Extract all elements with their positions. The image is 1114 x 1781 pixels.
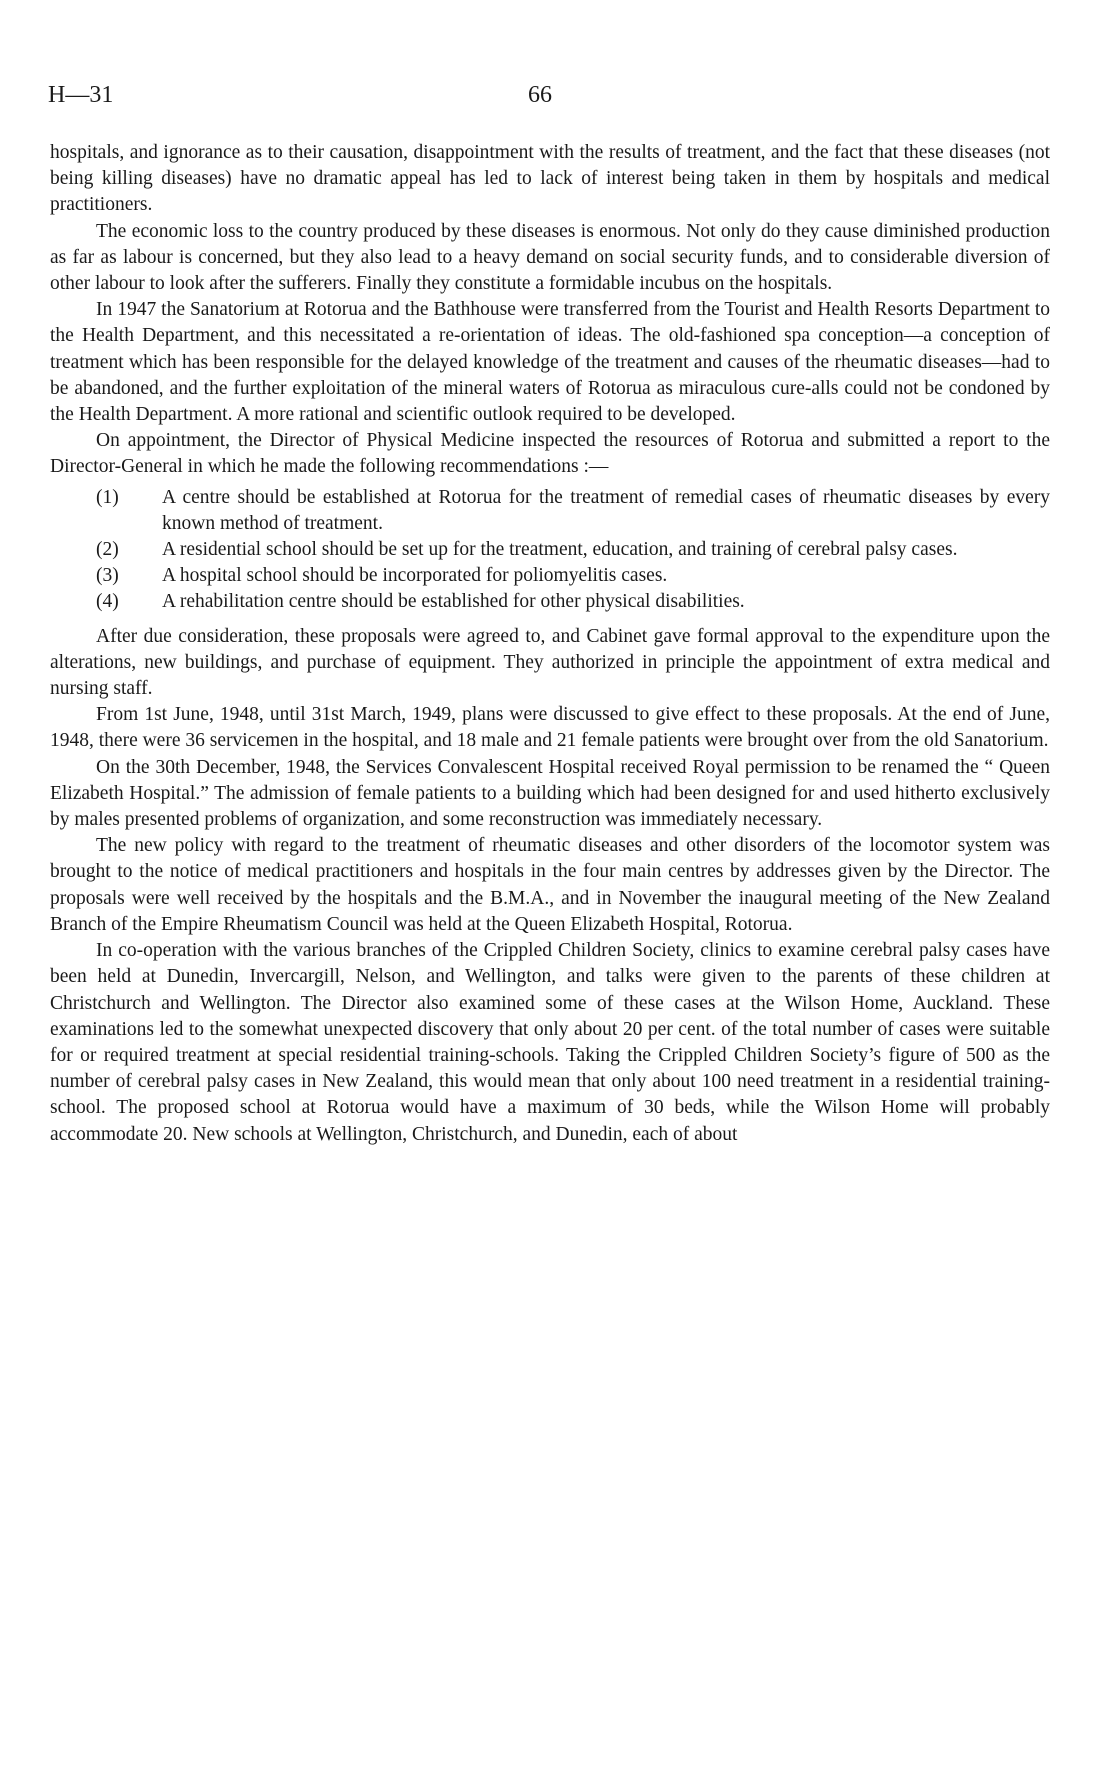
- recommendation-item: [50, 563, 1050, 589]
- paragraph: hospitals, and ignorance as to their causation, disappointment with the results of treatment, and the fact that these diseases (not being killing diseases) have no dramatic appeal has led to lack of interest being taken in them by hospitals and medical practitioners.: [50, 142, 1050, 216]
- paragraph: The economic loss to the country produced by these diseases is enormous. Not only do they cause diminished production as far as labour is concerned, but they also lead to a heavy demand on social security funds, and to considerable diversion of other labour to look after the sufferers. Finally they constitute a formidable incubus on the hospitals.: [50, 220, 1050, 295]
- recommendation-item: [50, 589, 1050, 615]
- recommendation-number: (1): [96, 486, 119, 508]
- recommendation-number: (3): [96, 565, 119, 587]
- document-body: [50, 140, 1050, 1148]
- recommendation-text: A rehabilitation centre should be established for other physical disabilities.: [162, 591, 745, 613]
- recommendation-text: A residential school should be set up for the treatment, education, and training of cerebral palsy cases.: [162, 539, 958, 561]
- paragraph: In 1947 the Sanatorium at Rotorua and the Bathhouse were transferred from the Tourist and Health Resorts Department to the Health Department, and this necessitated a re-orientation of ideas. The old-fashioned spa conception—a conception of treatment which has been responsible for the delayed knowledge of the treatment and causes of the rheumatic diseases—had to be abandoned, and the further exploitation of the mineral waters of Rotorua as miraculous cure-alls could not be condoned by the Health Department. A more rational and scientific outlook required to be developed.: [50, 299, 1050, 426]
- paragraph: After due consideration, these proposals were agreed to, and Cabinet gave formal approval to the expenditure upon the alterations, new buildings, and purchase of equipment. They authorized in principle the appointment of extra medical and nursing staff.: [50, 625, 1050, 700]
- paragraph: On the 30th December, 1948, the Services Convalescent Hospital received Royal permission to be renamed the “ Queen Elizabeth Hospital.” The admission of female patients to a building which had been designed for and used hitherto exclusively by males presented problems of organization, and some reconstruction was immediately necessary.: [50, 756, 1050, 831]
- recommendations-list: [50, 485, 1050, 616]
- page-header: [48, 82, 1048, 112]
- paragraph: From 1st June, 1948, until 31st March, 1949, plans were discussed to give effect to these proposals. At the end of June, 1948, there were 36 servicemen in the hospital, and 18 male and 21 female patients were brought over from the old Sanatorium.: [50, 704, 1050, 752]
- recommendation-text: A centre should be established at Rotorua for the treatment of remedial cases of rheumatic diseases by every known method of treatment.: [162, 486, 1050, 534]
- paragraph: On appointment, the Director of Physical Medicine inspected the resources of Rotorua and submitted a report to the Director-General in which he made the following recommendations :—: [50, 430, 1050, 478]
- recommendation-number: (2): [96, 539, 119, 561]
- recommendation-text: A hospital school should be incorporated for poliomyelitis cases.: [162, 565, 668, 587]
- recommendation-item: [50, 485, 1050, 537]
- page-number: 66: [528, 82, 552, 108]
- paragraph: The new policy with regard to the treatment of rheumatic diseases and other disorders of the locomotor system was brought to the notice of medical practitioners and hospitals in the four main centres by addresses given by the Director. The proposals were well received by the hospitals and the B.M.A., and in November the inaugural meeting of the New Zealand Branch of the Empire Rheumatism Council was held at the Queen Elizabeth Hospital, Rotorua.: [50, 835, 1050, 935]
- recommendation-number: (4): [96, 591, 119, 613]
- paragraph: In co-operation with the various branches of the Crippled Children Society, clinics to examine cerebral palsy cases have been held at Dunedin, Invercargill, Nelson, and Wellington, and talks were given to the parents of these children at Christchurch and Wellington. The Director also examined some of these cases at the Wilson Home, Auckland. These examinations led to the somewhat unexpected discovery that only about 20 per cent. of the total number of cases were suitable for or required treatment at special residential training-schools. Taking the Crippled Children Society’s figure of 500 as the number of cerebral palsy cases in New Zealand, this would mean that only about 100 need treatment in a residential training-school. The proposed school at Rotorua would have a maximum of 30 beds, while the Wilson Home will probably accommodate 20. New schools at Wellington, Christchurch, and Dunedin, each of about: [50, 940, 1050, 1145]
- recommendation-item: [50, 537, 1050, 563]
- document-reference: H—31: [48, 82, 114, 108]
